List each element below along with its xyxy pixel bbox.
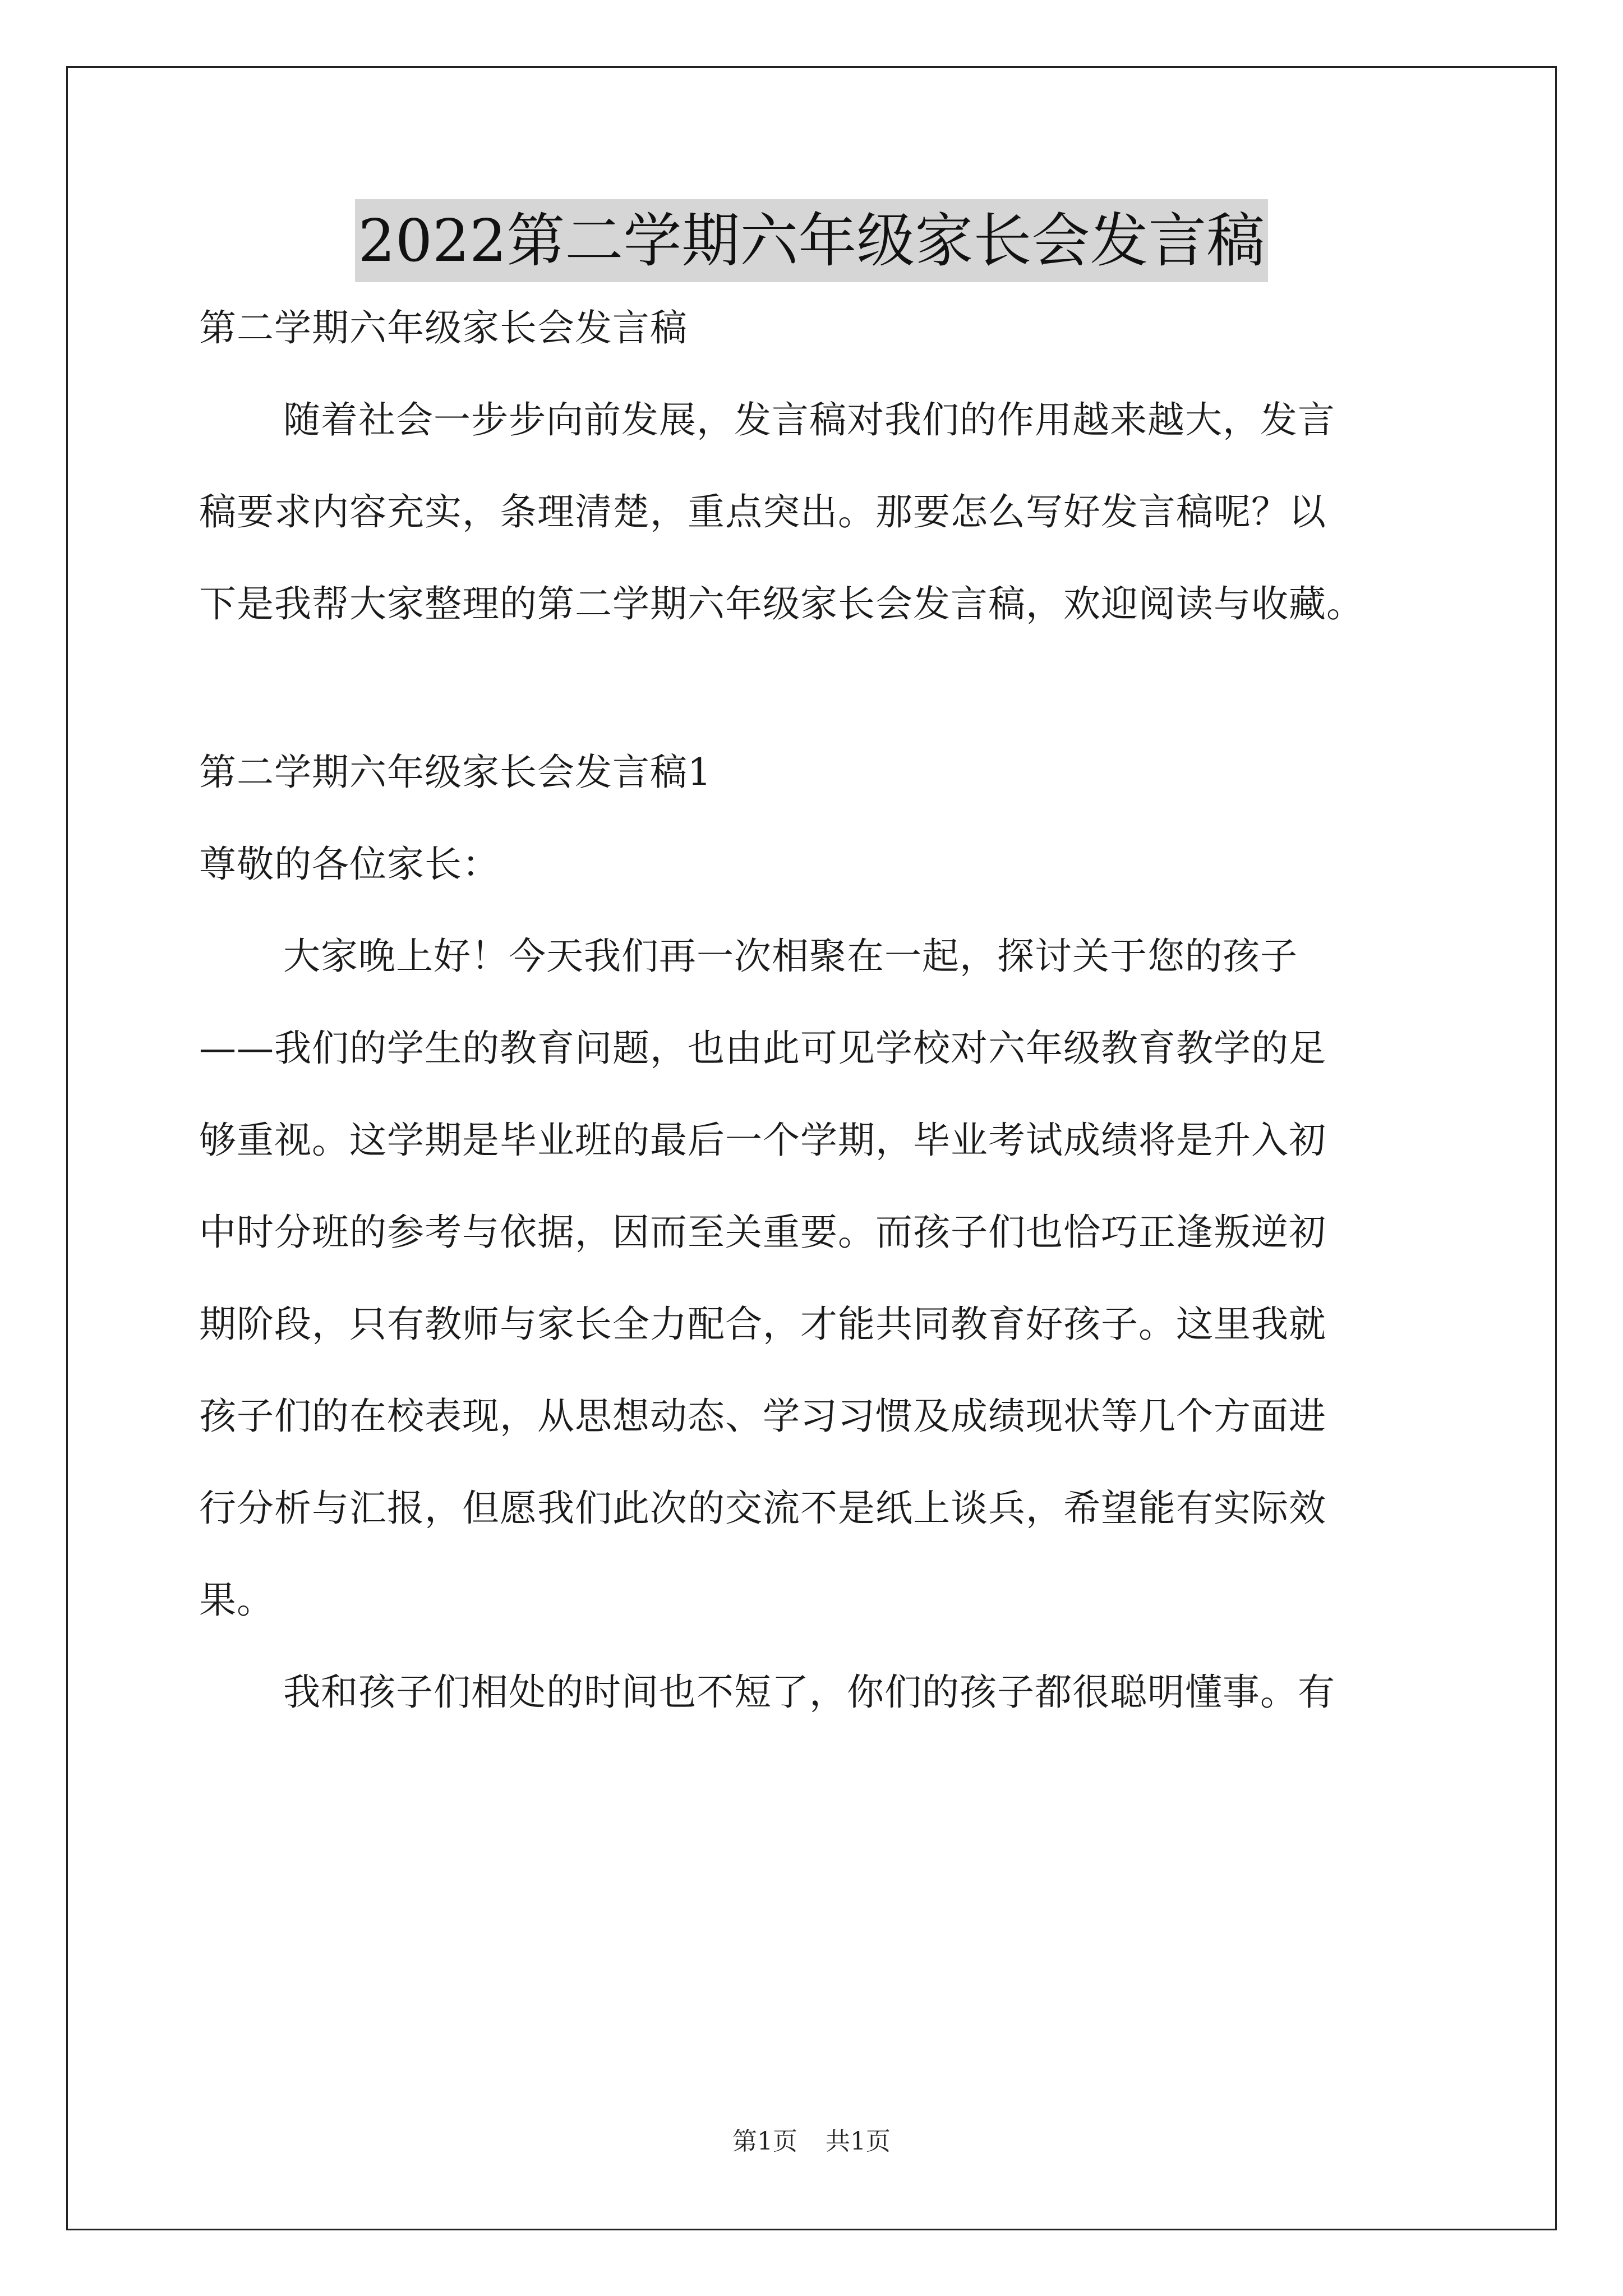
text-line: 够重视。这学期是毕业班的最后一个学期，毕业考试成绩将是升入初	[199, 1119, 1326, 1162]
section-heading: 第二学期六年级家长会发言稿1	[199, 751, 712, 794]
salutation-block	[199, 839, 1433, 890]
intro-paragraph	[199, 395, 1433, 629]
text-line: 稿要求内容充实，条理清楚，重点突出。那要怎么写好发言稿呢？以	[199, 490, 1326, 533]
text-line: 中时分班的参考与依据，因而至关重要。而孩子们也恰巧正逢叛逆初	[199, 1211, 1326, 1254]
text-line: 期阶段，只有教师与家长全力配合，才能共同教育好孩子。这里我就	[199, 1303, 1326, 1346]
page-number: 第1页	[732, 2127, 797, 2156]
document-body	[199, 303, 1433, 1759]
section-heading-block	[199, 747, 1433, 798]
text-line: 我和孩子们相处的时间也不短了，你们的孩子都很聪明懂事。有	[283, 1671, 1335, 1714]
subtitle-block	[199, 303, 1433, 353]
body-paragraph-2	[199, 1667, 1433, 1718]
text-line: 行分析与汇报，但愿我们此次的交流不是纸上谈兵，希望能有实际效	[199, 1487, 1326, 1530]
title-wrap	[0, 199, 1623, 282]
text-line: 大家晚上好！今天我们再一次相聚在一起，探讨关于您的孩子	[283, 935, 1298, 978]
page-total: 共1页	[826, 2127, 891, 2156]
body-paragraph-1	[199, 931, 1433, 1626]
text-line: 随着社会一步步向前发展，发言稿对我们的作用越来越大，发言	[283, 398, 1335, 441]
text-line: 果。	[199, 1579, 274, 1622]
subtitle: 第二学期六年级家长会发言稿	[199, 306, 688, 349]
text-line: 下是我帮大家整理的第二学期六年级家长会发言稿，欢迎阅读与收藏。	[199, 582, 1364, 625]
text-line: ——我们的学生的教育问题，也由此可见学校对六年级教育教学的足	[199, 1027, 1326, 1070]
document-title: 2022第二学期六年级家长会发言稿	[355, 199, 1269, 282]
text-line: 孩子们的在校表现，从思想动态、学习习惯及成绩现状等几个方面进	[199, 1395, 1326, 1438]
page-footer	[0, 2125, 1623, 2159]
salutation: 尊敬的各位家长：	[199, 843, 500, 886]
